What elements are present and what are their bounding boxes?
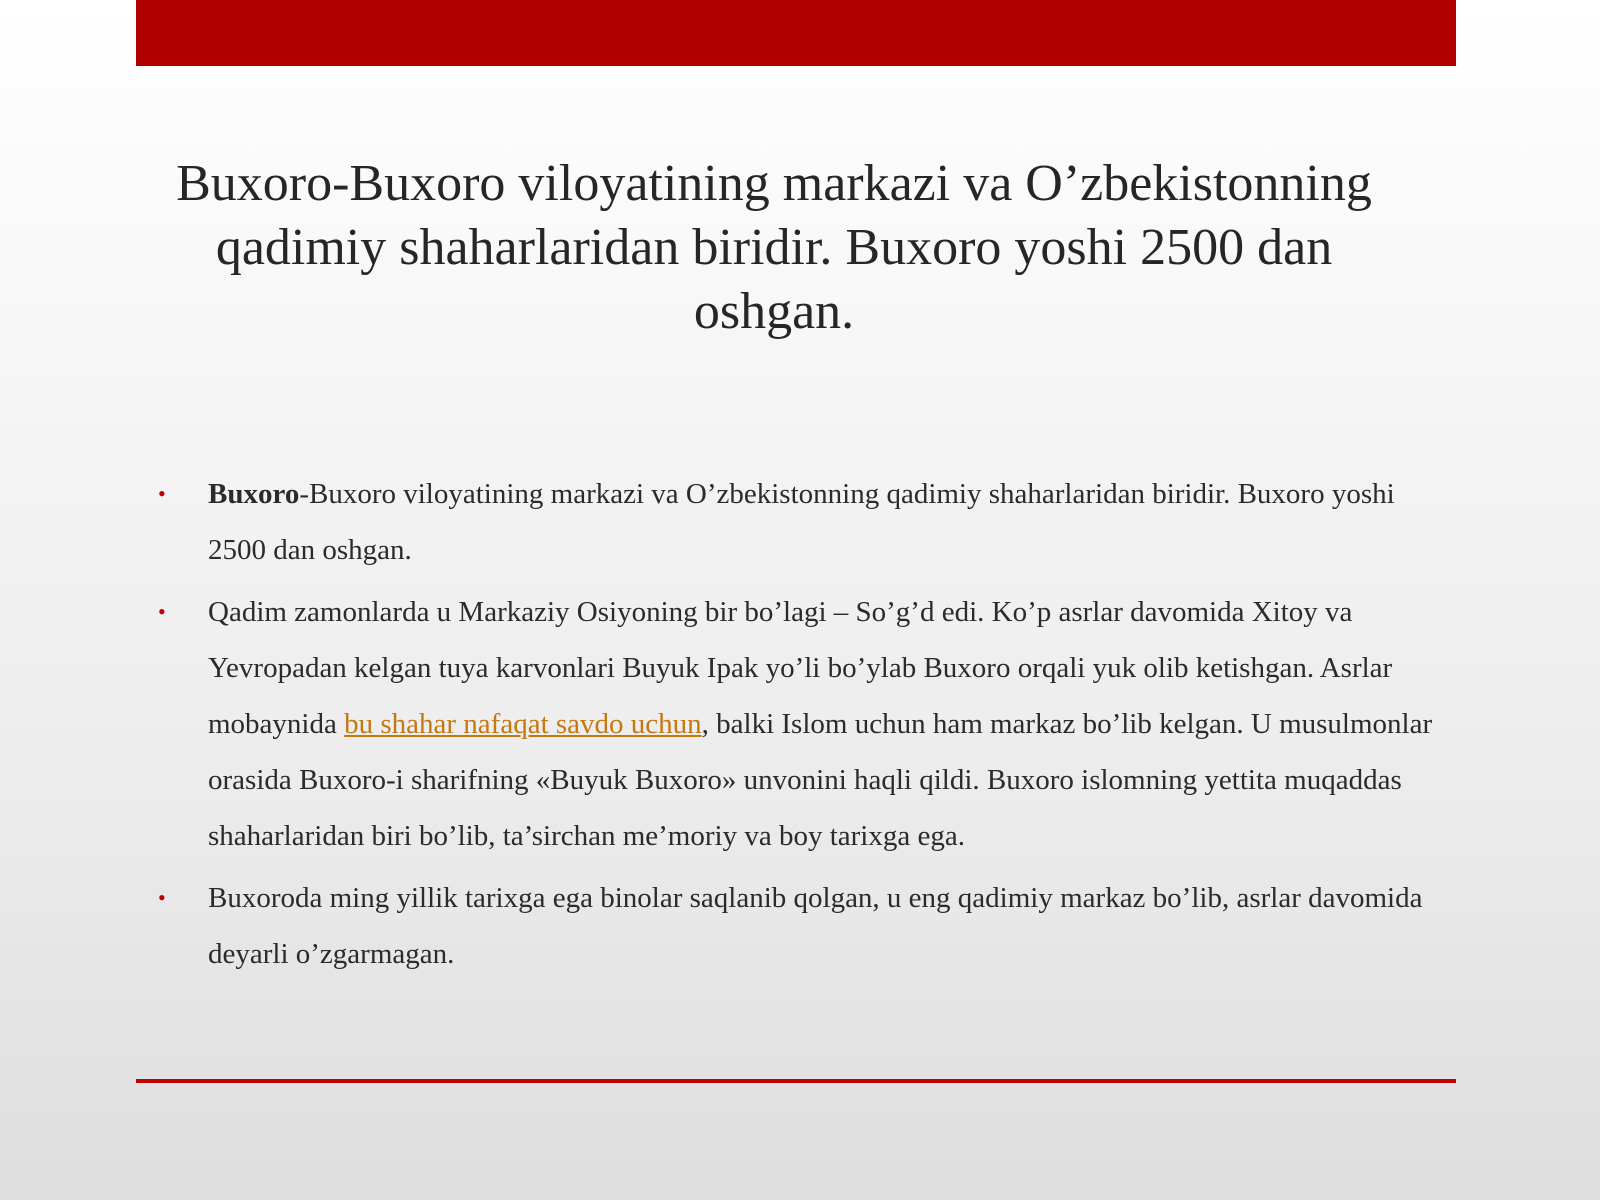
bullet-icon: •: [158, 481, 166, 506]
top-accent-band: [136, 0, 1456, 66]
bullet-2-text-after-link: , balki Islom uchun ham markaz bo’lib kelgan. U musulmonlar orasida Buxoro-i sharifning «Buyuk Buxoro» unvonini haqli qildi. Buxoro islomning yettita muqaddas shaharlaridan biri bo’lib, ta’sirchan me’moriy va boy tarixga ega.: [208, 708, 1433, 852]
bullet-item-1: [158, 466, 1448, 578]
bullet-1-text: -Buxoro viloyatining markazi va O’zbekistonning qadimiy shaharlaridan biridir. Buxoro yoshi 2500 dan oshgan.: [208, 478, 1395, 566]
bullet-list: [158, 466, 1448, 988]
slide-title: Buxoro-Buxoro viloyatining markazi va O’zbekistonning qadimiy shaharlaridan biridir. Buxoro yoshi 2500 dan oshgan.: [176, 155, 1372, 340]
bullet-3-text: Buxoroda ming yillik tarixga ega binolar saqlanib qolgan, u eng qadimiy markaz bo’lib, asrlar davomida deyarli o’zgarmagan.: [208, 882, 1423, 970]
bullet-2-text-before-link: Qadim zamonlarda u Markaziy Osiyoning bir bo’lagi – So’g’d edi. Ko’p asrlar davomida Xitoy va Yevropadan kelgan tuya karvonlari Buyuk Ipak yo’li bo’ylab Buxoro orqali yuk olib ketishgan. Asrlar mobaynida: [208, 596, 1393, 740]
bullet-icon: •: [158, 599, 166, 624]
bullet-item-2: [158, 584, 1448, 864]
bullet-item-3: [158, 870, 1448, 982]
bullet-2-hyperlink[interactable]: bu shahar nafaqat savdo uchun: [344, 708, 702, 740]
bullet-1-bold-lead: Buxoro: [208, 478, 300, 510]
bullet-icon: •: [158, 885, 166, 910]
bottom-divider: [136, 1079, 1456, 1083]
